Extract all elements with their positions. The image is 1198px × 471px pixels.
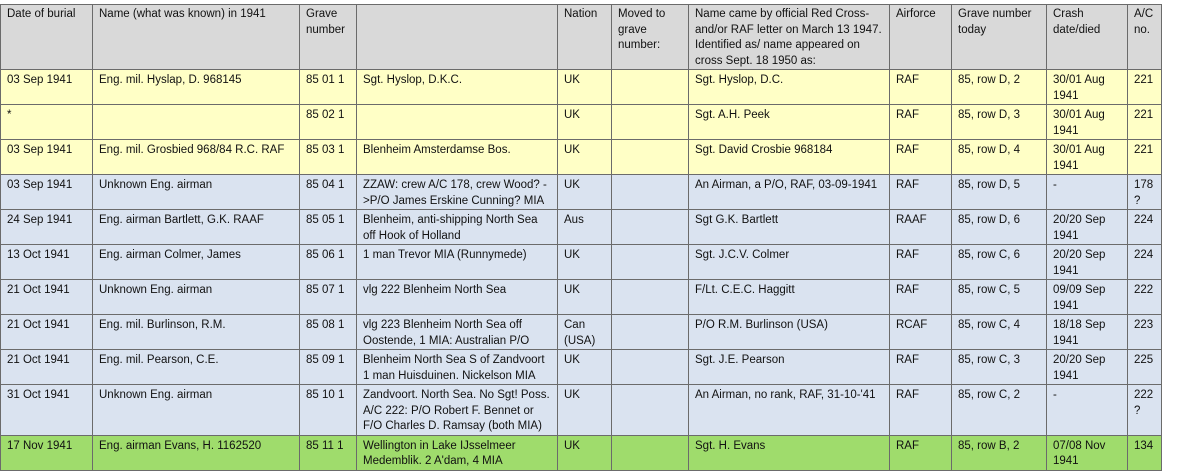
cell-ac-no: 178 ? <box>1128 175 1162 210</box>
cell-nation: UK <box>558 175 612 210</box>
col-header-moved-to: Moved to grave number: <box>612 5 689 70</box>
cell-name-1941: Eng. airman Bartlett, G.K. RAAF <box>93 210 300 245</box>
cell-date-of-burial: 21 Oct 1941 <box>1 280 93 315</box>
cell-official-name: F/Lt. C.E.C. Haggitt <box>689 280 890 315</box>
cell-moved-to <box>612 105 689 140</box>
cell-moved-to <box>612 350 689 385</box>
cell-grave-today: 85, row C, 2 <box>952 385 1047 436</box>
cell-airforce: RAF <box>890 280 952 315</box>
cell-ac-no: 221 <box>1128 105 1162 140</box>
cell-grave-today: 85, row D, 2 <box>952 70 1047 105</box>
cell-official-name: P/O R.M. Burlinson (USA) <box>689 315 890 350</box>
cell-airforce: RAF <box>890 435 952 470</box>
cell-official-name: Sgt. J.E. Pearson <box>689 350 890 385</box>
col-header-notes <box>357 5 558 70</box>
cell-date-of-burial: 24 Sep 1941 <box>1 210 93 245</box>
cell-official-name: Sgt. H. Evans <box>689 435 890 470</box>
cell-ac-no: 225 <box>1128 350 1162 385</box>
cell-date-of-burial: 31 Oct 1941 <box>1 385 93 436</box>
col-header-date-of-burial: Date of burial <box>1 5 93 70</box>
cell-name-1941: Eng. mil. Grosbied 968/84 R.C. RAF <box>93 140 300 175</box>
cell-ac-no: 221 <box>1128 140 1162 175</box>
cell-notes: Blenheim North Sea S of Zandvoort 1 man Huisduinen. Nickelson MIA <box>357 350 558 385</box>
cell-moved-to <box>612 435 689 470</box>
cell-moved-to <box>612 280 689 315</box>
cell-ac-no: 223 <box>1128 315 1162 350</box>
cell-date-of-burial: 21 Oct 1941 <box>1 350 93 385</box>
cell-notes: Blenheim, anti-shipping North Sea off Hook of Holland <box>357 210 558 245</box>
cell-grave-today: 85, row D, 6 <box>952 210 1047 245</box>
cell-name-1941: Unknown Eng. airman <box>93 385 300 436</box>
cell-crash-date: 20/20 Sep 1941 <box>1047 210 1128 245</box>
table-row <box>1 210 1162 245</box>
cell-notes: ZZAW: crew A/C 178, crew Wood? ->P/O James Erskine Cunning? MIA <box>357 175 558 210</box>
table-row <box>1 70 1162 105</box>
cell-official-name: Sgt. David Crosbie 968184 <box>689 140 890 175</box>
table-row <box>1 280 1162 315</box>
cell-notes: Wellington in Lake IJsselmeer Medemblik. 2 A'dam, 4 MIA <box>357 435 558 470</box>
cell-airforce: RAF <box>890 175 952 210</box>
cell-nation: UK <box>558 105 612 140</box>
cell-ac-no: 222 ? <box>1128 385 1162 436</box>
cell-crash-date: 30/01 Aug 1941 <box>1047 105 1128 140</box>
table-row <box>1 245 1162 280</box>
cell-grave-number: 85 02 1 <box>300 105 357 140</box>
cell-date-of-burial: 17 Nov 1941 <box>1 435 93 470</box>
cell-airforce: RAAF <box>890 210 952 245</box>
header-row <box>1 5 1162 70</box>
cell-notes <box>357 105 558 140</box>
cell-grave-number: 85 07 1 <box>300 280 357 315</box>
cell-date-of-burial: * <box>1 105 93 140</box>
cell-grave-number: 85 05 1 <box>300 210 357 245</box>
cell-crash-date: 18/18 Sep 1941 <box>1047 315 1128 350</box>
col-header-official-name: Name came by official Red Cross- and/or RAF letter on March 13 1947. Identified as/ name appeared on cross Sept. 18 1950 as: <box>689 5 890 70</box>
cell-crash-date: 20/20 Sep 1941 <box>1047 350 1128 385</box>
table-row <box>1 315 1162 350</box>
cell-nation: UK <box>558 385 612 436</box>
cell-moved-to <box>612 70 689 105</box>
cell-date-of-burial: 13 Oct 1941 <box>1 245 93 280</box>
cell-moved-to <box>612 140 689 175</box>
col-header-grave-today: Grave number today <box>952 5 1047 70</box>
cell-airforce: RCAF <box>890 315 952 350</box>
table-row <box>1 350 1162 385</box>
cell-crash-date: 30/01 Aug 1941 <box>1047 70 1128 105</box>
burial-records-table <box>0 4 1162 471</box>
cell-nation: Can (USA) <box>558 315 612 350</box>
cell-ac-no: 224 <box>1128 245 1162 280</box>
cell-grave-number: 85 06 1 <box>300 245 357 280</box>
cell-ac-no: 224 <box>1128 210 1162 245</box>
cell-airforce: RAF <box>890 70 952 105</box>
cell-grave-number: 85 08 1 <box>300 315 357 350</box>
cell-crash-date: - <box>1047 385 1128 436</box>
cell-airforce: RAF <box>890 140 952 175</box>
cell-name-1941: Unknown Eng. airman <box>93 175 300 210</box>
cell-grave-today: 85, row D, 3 <box>952 105 1047 140</box>
cell-name-1941: Eng. mil. Pearson, C.E. <box>93 350 300 385</box>
table-row <box>1 140 1162 175</box>
cell-official-name: Sgt G.K. Bartlett <box>689 210 890 245</box>
cell-grave-today: 85, row C, 5 <box>952 280 1047 315</box>
cell-nation: UK <box>558 70 612 105</box>
cell-grave-number: 85 01 1 <box>300 70 357 105</box>
cell-grave-today: 85, row C, 3 <box>952 350 1047 385</box>
cell-date-of-burial: 03 Sep 1941 <box>1 70 93 105</box>
cell-grave-today: 85, row D, 4 <box>952 140 1047 175</box>
table-row <box>1 435 1162 470</box>
cell-name-1941: Eng. airman Colmer, James <box>93 245 300 280</box>
table-row <box>1 105 1162 140</box>
cell-notes: Sgt. Hyslop, D.K.C. <box>357 70 558 105</box>
col-header-crash-date: Crash date/died <box>1047 5 1128 70</box>
cell-ac-no: 221 <box>1128 70 1162 105</box>
cell-grave-number: 85 03 1 <box>300 140 357 175</box>
cell-airforce: RAF <box>890 245 952 280</box>
col-header-airforce: Airforce <box>890 5 952 70</box>
cell-airforce: RAF <box>890 105 952 140</box>
cell-nation: Aus <box>558 210 612 245</box>
cell-name-1941: Eng. mil. Burlinson, R.M. <box>93 315 300 350</box>
cell-official-name: Sgt. J.C.V. Colmer <box>689 245 890 280</box>
cell-crash-date: 09/09 Sep 1941 <box>1047 280 1128 315</box>
col-header-ac-no: A/C no. <box>1128 5 1162 70</box>
cell-official-name: Sgt. Hyslop, D.C. <box>689 70 890 105</box>
cell-name-1941: Eng. airman Evans, H. 1162520 <box>93 435 300 470</box>
cell-airforce: RAF <box>890 385 952 436</box>
cell-grave-number: 85 04 1 <box>300 175 357 210</box>
cell-moved-to <box>612 245 689 280</box>
cell-notes: 1 man Trevor MIA (Runnymede) <box>357 245 558 280</box>
cell-ac-no: 134 <box>1128 435 1162 470</box>
cell-airforce: RAF <box>890 350 952 385</box>
cell-date-of-burial: 03 Sep 1941 <box>1 140 93 175</box>
col-header-nation: Nation <box>558 5 612 70</box>
cell-moved-to <box>612 210 689 245</box>
cell-official-name: An Airman, no rank, RAF, 31-10-'41 <box>689 385 890 436</box>
cell-notes: Blenheim Amsterdamse Bos. <box>357 140 558 175</box>
cell-official-name: Sgt. A.H. Peek <box>689 105 890 140</box>
cell-notes: vlg 223 Blenheim North Sea off Oostende, 1 MIA: Australian P/O <box>357 315 558 350</box>
cell-grave-today: 85, row C, 6 <box>952 245 1047 280</box>
cell-name-1941 <box>93 105 300 140</box>
cell-nation: UK <box>558 435 612 470</box>
cell-moved-to <box>612 385 689 436</box>
cell-grave-number: 85 09 1 <box>300 350 357 385</box>
cell-crash-date: 07/08 Nov 1941 <box>1047 435 1128 470</box>
table-row <box>1 385 1162 436</box>
cell-nation: UK <box>558 350 612 385</box>
cell-moved-to <box>612 175 689 210</box>
cell-notes: vlg 222 Blenheim North Sea <box>357 280 558 315</box>
col-header-grave-number: Grave number <box>300 5 357 70</box>
cell-nation: UK <box>558 140 612 175</box>
cell-grave-today: 85, row C, 4 <box>952 315 1047 350</box>
cell-official-name: An Airman, a P/O, RAF, 03-09-1941 <box>689 175 890 210</box>
cell-date-of-burial: 03 Sep 1941 <box>1 175 93 210</box>
cell-moved-to <box>612 315 689 350</box>
cell-crash-date: - <box>1047 175 1128 210</box>
cell-nation: UK <box>558 280 612 315</box>
cell-nation: UK <box>558 245 612 280</box>
cell-grave-number: 85 11 1 <box>300 435 357 470</box>
cell-name-1941: Eng. mil. Hyslap, D. 968145 <box>93 70 300 105</box>
cell-grave-today: 85, row B, 2 <box>952 435 1047 470</box>
cell-crash-date: 20/20 Sep 1941 <box>1047 245 1128 280</box>
cell-crash-date: 30/01 Aug 1941 <box>1047 140 1128 175</box>
cell-ac-no: 222 <box>1128 280 1162 315</box>
cell-grave-today: 85, row D, 5 <box>952 175 1047 210</box>
cell-date-of-burial: 21 Oct 1941 <box>1 315 93 350</box>
table-row <box>1 175 1162 210</box>
cell-grave-number: 85 10 1 <box>300 385 357 436</box>
cell-name-1941: Unknown Eng. airman <box>93 280 300 315</box>
cell-notes: Zandvoort. North Sea. No Sgt! Poss. A/C 222: P/O Robert F. Bennet or F/O Charles D. Ramsay (both MIA) <box>357 385 558 436</box>
col-header-name-1941: Name (what was known) in 1941 <box>93 5 300 70</box>
